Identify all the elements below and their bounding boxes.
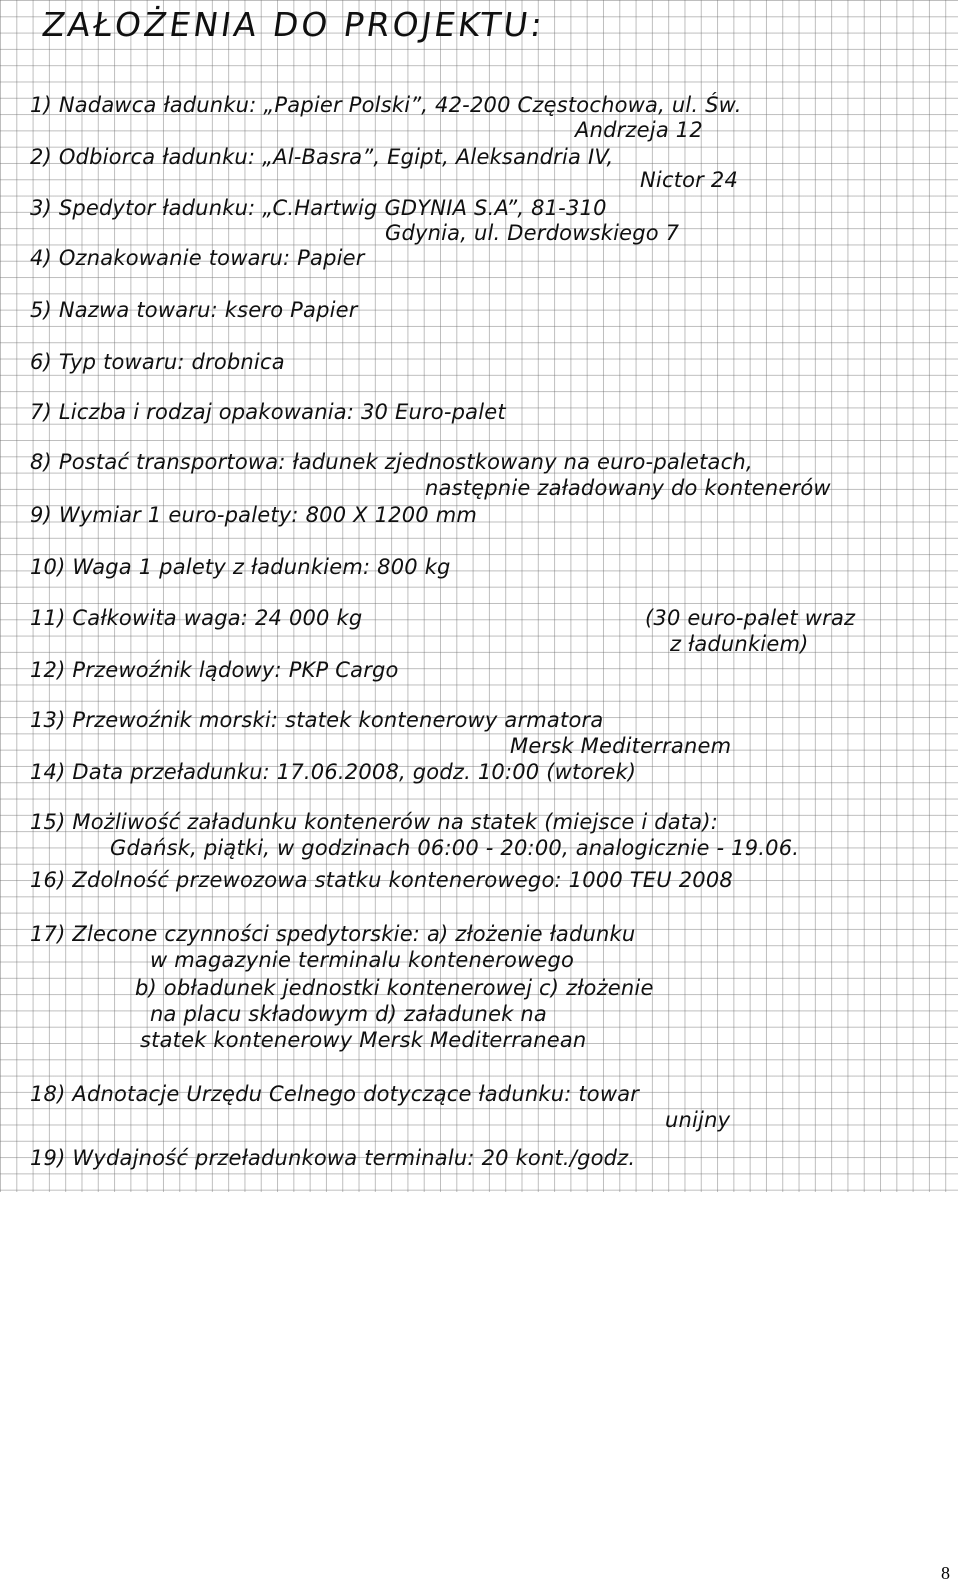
list-item-17-line-2: w magazynie terminalu kontenerowego — [150, 948, 575, 972]
list-item-15-continuation: Gdańsk, piątki, w godzinach 06:00 - 20:00, analogicznie - 19.06. — [110, 836, 800, 860]
list-item-13-continuation: Mersk Mediterranem — [510, 734, 732, 758]
page-number: 8 — [941, 1563, 950, 1583]
list-item-7: 7) Liczba i rodzaj opakowania: 30 Euro-palet — [30, 400, 506, 424]
list-item-3-continuation: Gdynia, ul. Derdowskiego 7 — [385, 221, 680, 245]
list-item-4: 4) Oznakowanie towaru: Papier — [30, 246, 365, 270]
list-item-17-line-4: na placu składowym d) załadunek na — [150, 1002, 548, 1026]
list-item-8: 8) Postać transportowa: ładunek zjednostkowany na euro-paletach, — [30, 450, 753, 474]
list-item-5: 5) Nazwa towaru: ksero Papier — [30, 298, 358, 322]
list-item-10: 10) Waga 1 palety z ładunkiem: 800 kg — [30, 555, 451, 579]
list-item-1: 1) Nadawca ładunku: „Papier Polski”, 42-200 Częstochowa, ul. Św. — [30, 93, 742, 117]
list-item-8-continuation: następnie załadowany do kontenerów — [425, 476, 831, 500]
list-item-1-continuation: Andrzeja 12 — [575, 118, 703, 142]
list-item-18-continuation: unijny — [665, 1108, 731, 1132]
list-item-12: 12) Przewoźnik lądowy: PKP Cargo — [30, 658, 399, 682]
list-item-16: 16) Zdolność przewozowa statku kontenerowego: 1000 TEU 2008 — [30, 868, 733, 892]
list-item-14: 14) Data przeładunku: 17.06.2008, godz. 10:00 (wtorek) — [30, 760, 637, 784]
list-item-3: 3) Spedytor ładunku: „C.Hartwig GDYNIA S.A”, 81-310 — [30, 196, 607, 220]
list-item-19: 19) Wydajność przeładunkowa terminalu: 20 kont./godz. — [30, 1146, 636, 1170]
list-item-2: 2) Odbiorca ładunku: „Al-Basra”, Egipt, Aleksandria IV, — [30, 145, 614, 169]
list-item-2-continuation: Nictor 24 — [640, 168, 739, 192]
list-item-18: 18) Adnotacje Urzędu Celnego dotyczące ładunku: towar — [30, 1082, 640, 1106]
list-item-11-note: (30 euro-palet wraz — [645, 606, 856, 630]
list-item-17: 17) Zlecone czynności spedytorskie: a) złożenie ładunku — [30, 922, 636, 946]
list-item-13: 13) Przewoźnik morski: statek kontenerowy armatora — [30, 708, 604, 732]
page-title: ZAŁOŻENIA DO PROJEKTU: — [39, 5, 548, 44]
list-item-17-line-3: b) obładunek jednostki kontenerowej c) złożenie — [135, 976, 654, 1000]
list-item-17-line-5: statek kontenerowy Mersk Mediterranean — [140, 1028, 587, 1052]
list-item-11-note-continuation: z ładunkiem) — [670, 632, 809, 656]
list-item-15: 15) Możliwość załadunku kontenerów na statek (miejsce i data): — [30, 810, 719, 834]
list-item-6: 6) Typ towaru: drobnica — [30, 350, 285, 374]
list-item-9: 9) Wymiar 1 euro-palety: 800 X 1200 mm — [30, 503, 478, 527]
list-item-11: 11) Całkowita waga: 24 000 kg — [30, 606, 363, 630]
